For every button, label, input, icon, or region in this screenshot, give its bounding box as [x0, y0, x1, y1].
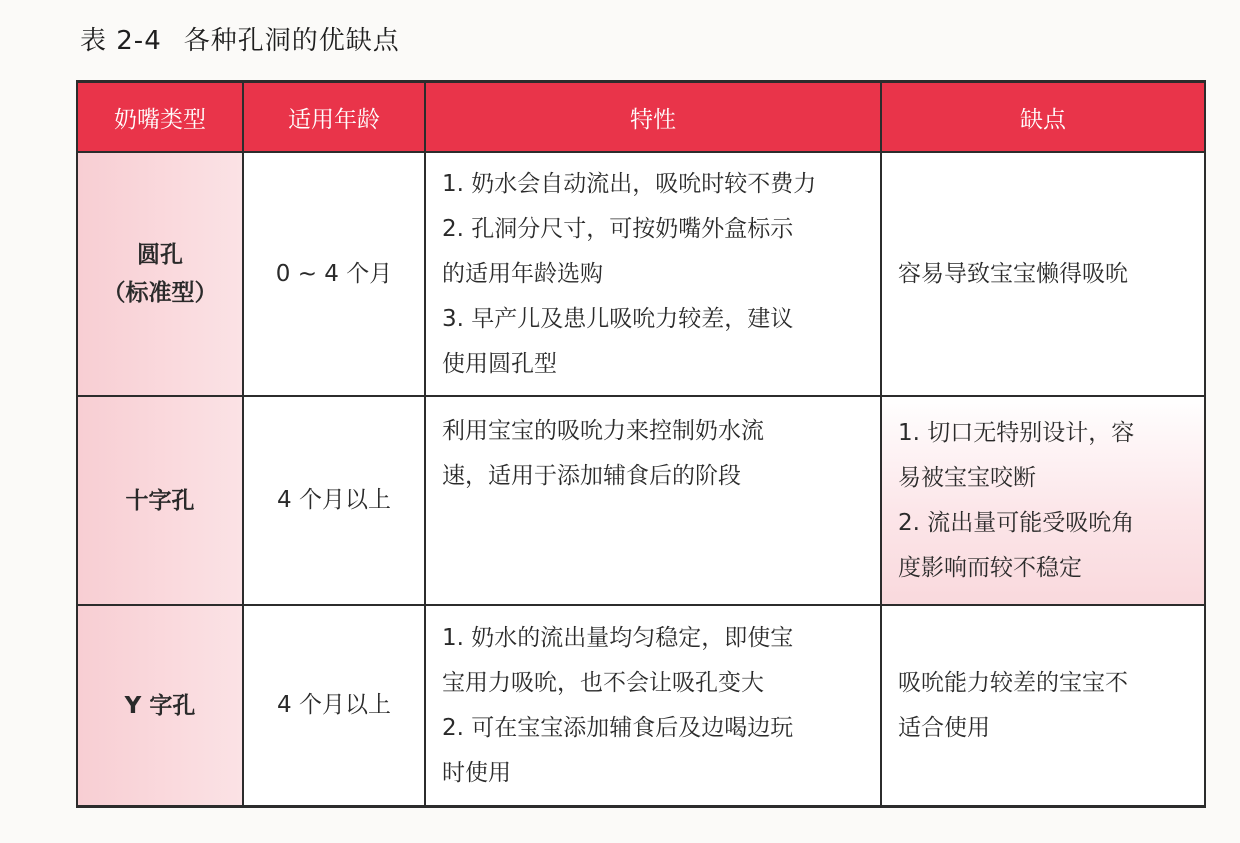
features-cell — [425, 152, 881, 396]
feature-line: 速，适用于添加辅食后的阶段 — [442, 463, 741, 489]
features-cell — [425, 396, 881, 605]
cons-line: 吸吮能力较差的宝宝不 — [898, 669, 1128, 696]
feature-line: 2. 孔洞分尺寸，可按奶嘴外盒标示 — [442, 215, 794, 242]
type-subtitle: （标准型） — [102, 280, 218, 306]
age-cell: 4 个月以上 — [243, 396, 425, 605]
cons-cell — [881, 152, 1205, 396]
age-cell: 0 ~ 4 个月 — [243, 152, 425, 396]
feature-line: 的适用年龄选购 — [442, 260, 603, 287]
header-features: 特性 — [425, 82, 881, 153]
cons-line: 1. 切口无特别设计，容 — [898, 419, 1135, 446]
cons-cell — [881, 605, 1205, 807]
cons-line: 2. 流出量可能受吸吮角 — [898, 509, 1135, 536]
features-cell — [425, 605, 881, 807]
feature-line: 宝用力吸吮，也不会让吸孔变大 — [442, 669, 764, 696]
cons-line: 适合使用 — [898, 714, 990, 741]
feature-line: 2. 可在宝宝添加辅食后及边喝边玩 — [442, 714, 794, 741]
cons-line: 容易导致宝宝懒得吸吮 — [898, 260, 1128, 287]
cons-line: 度影响而较不稳定 — [898, 554, 1082, 581]
type-name: 圆孔 — [137, 242, 183, 268]
table-number: 表 2-4 — [80, 26, 162, 56]
table-caption — [80, 20, 400, 57]
header-nipple-type: 奶嘴类型 — [77, 82, 243, 153]
feature-line: 利用宝宝的吸吮力来控制奶水流 — [442, 418, 764, 444]
feature-line: 1. 奶水会自动流出，吸吮时较不费力 — [442, 170, 817, 197]
nipple-hole-comparison-table — [76, 80, 1206, 808]
feature-line: 使用圆孔型 — [442, 350, 557, 377]
type-name: 十字孔 — [125, 487, 195, 514]
feature-line: 3. 早产儿及患儿吸吮力较差，建议 — [442, 305, 794, 332]
age-cell: 4 个月以上 — [243, 605, 425, 807]
feature-line: 时使用 — [442, 759, 511, 786]
table-row — [77, 396, 1205, 605]
type-cell — [77, 605, 243, 807]
feature-line: 1. 奶水的流出量均匀稳定，即使宝 — [442, 624, 794, 651]
table-title: 各种孔洞的优缺点 — [183, 26, 400, 56]
table-row — [77, 605, 1205, 807]
header-cons: 缺点 — [881, 82, 1205, 153]
cons-line: 易被宝宝咬断 — [898, 464, 1036, 491]
type-cell — [77, 396, 243, 605]
type-cell — [77, 152, 243, 396]
header-row — [77, 82, 1205, 153]
cons-cell — [881, 396, 1205, 605]
type-name: Y 字孔 — [124, 692, 196, 719]
table-row — [77, 152, 1205, 396]
header-age: 适用年龄 — [243, 82, 425, 153]
